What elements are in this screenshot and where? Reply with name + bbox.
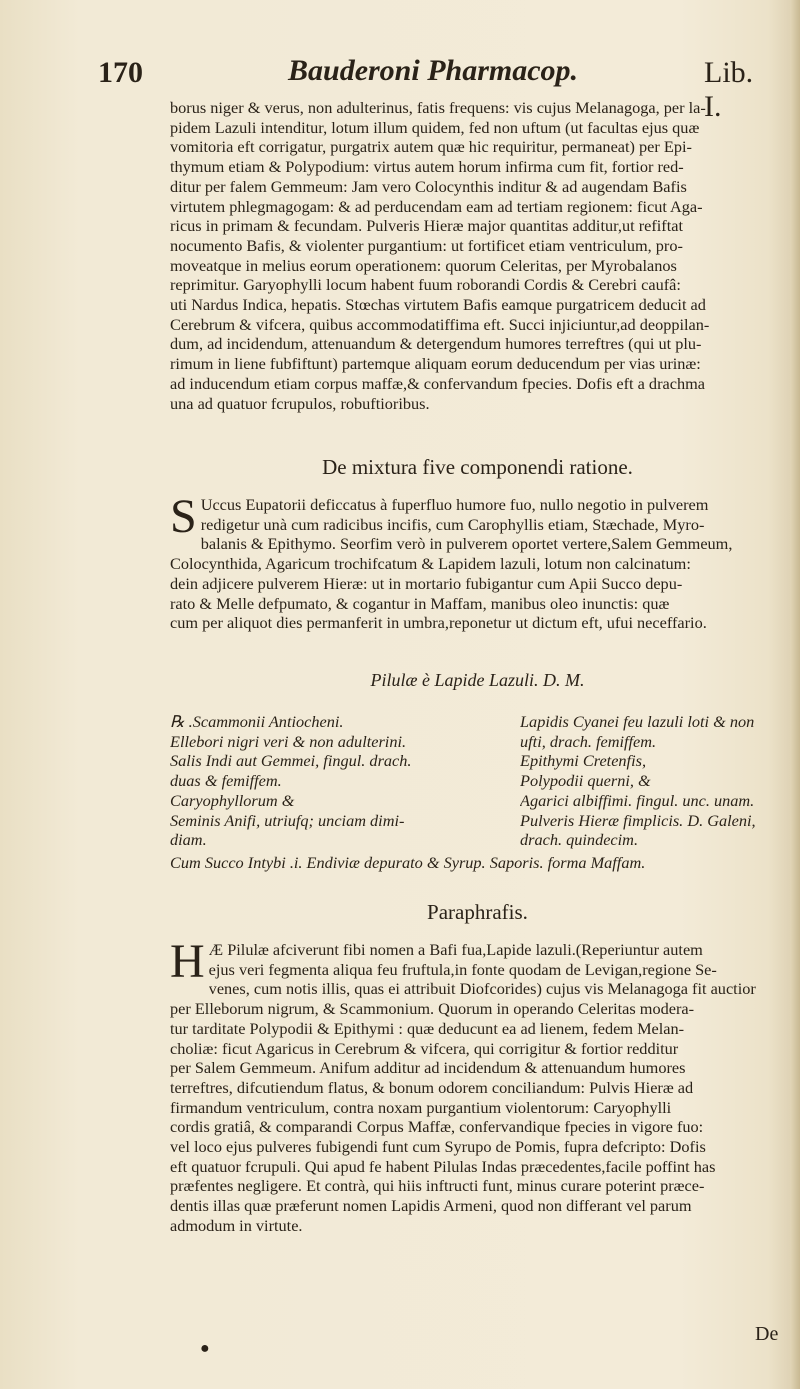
text-line: borus niger & verus, non adulterinus, fatis frequens: vis cujus Melanagoga, per la- bbox=[170, 98, 706, 117]
section-heading-pilulae: Pilulæ è Lapide Lazuli. D. M. bbox=[370, 670, 585, 690]
text-line: reprimitur. Garyophylli locum habent fuum roborandi Cordis & Cerebri caufâ: bbox=[170, 275, 681, 295]
recipe-line: Salis Indi aut Gemmei, fingul. drach. bbox=[170, 751, 412, 771]
text-line: dum, ad incidendum, attenuandum & detergendum humores terreftres (qui ut plu- bbox=[170, 334, 702, 354]
recipe-line: Epithymi Cretenfis, bbox=[520, 751, 647, 771]
book-label: Lib. I. bbox=[704, 56, 754, 123]
text-line: moveatque in melius eorum operationem: quorum Celeritas, per Myrobalanos bbox=[170, 255, 677, 275]
drop-cap: H bbox=[170, 935, 205, 988]
page-number: 170 bbox=[98, 56, 143, 89]
section-heading-mixtura: De mixtura five componendi ratione. bbox=[322, 455, 633, 479]
text-line: per Elleborum nigrum, & Scammonium. Quorum in operando Celeritas modera- bbox=[170, 999, 695, 1019]
recipe-right-column bbox=[520, 712, 790, 850]
text-line: Æ Pilulæ afciverunt fibi nomen a Bafi fua,Lapide lazuli.(Reperiuntur autem bbox=[208, 940, 703, 959]
recipe-line: drach. quindecim. bbox=[520, 830, 639, 850]
text-line: præfentes negligere. Et contrà, qui hiis inftructi funt, minus curare poterint præce- bbox=[170, 1176, 705, 1196]
section-text-paraphrasis bbox=[170, 935, 785, 1236]
text-line: thymum etiam & Polypodium: virtus autem horum infirma cum fit, fortior red- bbox=[170, 157, 684, 177]
text-line: Uccus Eupatorii deficcatus à fuperfluo humore fuo, nullo negotio in pulverem bbox=[200, 495, 709, 514]
text-line: dein adjicere pulverem Hieræ: ut in mortario fubigantur cum Apii Succo depu- bbox=[170, 573, 683, 593]
section-heading-paraphrasis: Paraphrafis. bbox=[427, 900, 528, 924]
text-line: admodum in virtute. bbox=[170, 1215, 303, 1235]
text-line: ricus in primam & fecundam. Pulveris Hieræ major quantitas additur,ut refiftat bbox=[170, 216, 683, 236]
text-line: per Salem Gemmeum. Anifum additur ad incidendum & attenuandum humores bbox=[170, 1058, 686, 1078]
text-line: uti Nardus Indica, hepatis. Stœchas virtutem Bafis eamque purgatricem deducit ad bbox=[170, 295, 706, 315]
text-line: nocumento Bafis, & violenter purgantium: ut fortificet etiam ventriculum, pro- bbox=[170, 235, 683, 255]
page-edge bbox=[790, 0, 800, 1389]
text-line: rato & Melle defpumato, & cogantur in Maffam, manibus oleo inunctis: quæ bbox=[170, 593, 670, 613]
recipe-line: Polypodii querni, & bbox=[520, 771, 651, 791]
section-text-1 bbox=[170, 98, 785, 413]
recipe-line: Caryophyllorum & bbox=[170, 790, 295, 810]
text-line: ad inducendum etiam corpus maffæ,& confervandum fpecies. Dofis eft a drachma bbox=[170, 373, 705, 393]
text-line: dentis illas quæ præferunt nomen Lapidis Armeni, quod non differant vel parum bbox=[170, 1196, 692, 1216]
text-line: Colocynthida, Agaricum trochifcatum & Lapidem lazuli, lotum non calcinatum: bbox=[170, 554, 691, 574]
recipe-line: ufti, drach. femiffem. bbox=[520, 731, 657, 751]
text-line: rimum in liene fubfiftunt) partemque aliquam eorum deducendum per vias urinæ: bbox=[170, 354, 701, 374]
text-line: balanis & Epithymo. Seorfim verò in pulverem oportet vertere,Salem Gemmeum, bbox=[200, 534, 733, 554]
text-line: ditur per falem Gemmeum: Jam vero Colocynthis inditur & ad augendam Bafis bbox=[170, 176, 687, 196]
text-line: choliæ: ficut Agaricus in Cerebrum & vifcera, qui corrigitur & fortior redditur bbox=[170, 1038, 679, 1058]
section-text-mixtura bbox=[170, 490, 785, 633]
text-line: pidem Lazuli intenditur, lotum illum quidem, fed non uftum (ut facultas ejus quæ bbox=[170, 117, 700, 137]
text-line: venes, cum notis illis, quas ei attribuit Diofcorides) cujus vis Melanagoga fit auctior bbox=[208, 979, 756, 999]
recipe-line: Agarici albiffimi. fingul. unc. unam. bbox=[520, 790, 755, 810]
running-title: Bauderoni Pharmacop. bbox=[288, 54, 579, 87]
text-line: firmandum ventriculum, contra noxam purgantium violentorum: Caryophylli bbox=[170, 1097, 672, 1117]
text-line: redigetur unà cum radicibus incifis, cum Carophyllis etiam, Stæchade, Myro- bbox=[200, 514, 705, 534]
text-line: Cerebrum & vifcera, quibus accommodatiffima eft. Succi injiciuntur,ad deoppilan- bbox=[170, 314, 710, 334]
text-line: eft quatuor fcrupuli. Qui apud fe habent Pilulas Indas præcedentes,facile poffint has bbox=[170, 1156, 716, 1176]
text-line: terreftres, difcutiendum flatus, & bonum odorem conciliandum: Pulvis Hieræ ad bbox=[170, 1077, 694, 1097]
text-line: virtutem phlegmagogam: & ad perducendam eam ad tertiam regionem: ficut Aga- bbox=[170, 196, 703, 216]
recipe-line: diam. bbox=[170, 830, 207, 850]
text-line: vel loco ejus pulveres fubigendi funt cum Syrupo de Pomis, fupra defcripto: Dofis bbox=[170, 1137, 706, 1157]
recipe-line: ℞ .Scammonii Antiocheni. bbox=[170, 712, 344, 731]
recipe-conclusion: Cum Succo Intybi .i. Endiviæ depurato & Syrup. Saporis. forma Maffam. bbox=[170, 853, 646, 872]
recipe-line: Ellebori nigri veri & non adulterini. bbox=[170, 731, 407, 751]
text-line: vomitoria eft corrigatur, purgatrix autem quæ hic requiritur, permaneat) per Epi- bbox=[170, 137, 692, 157]
recipe-left-column bbox=[170, 712, 500, 850]
recipe-line: Lapidis Cyanei feu lazuli loti & non bbox=[520, 712, 755, 731]
text-line: cum per aliquot dies permanferit in umbra,reponetur ut dictum eft, ufui neceffario. bbox=[170, 613, 707, 633]
recipe-line: Pulveris Hieræ fimplicis. D. Galeni, bbox=[520, 810, 756, 830]
recipe-line: duas & femiffem. bbox=[170, 771, 282, 791]
drop-cap: S bbox=[170, 490, 197, 543]
text-line: cordis gratiâ, & comparandi Corpus Maffæ, confervandique fpecies in vigore fuo: bbox=[170, 1117, 704, 1137]
text-line: ejus veri fegmenta aliqua feu fruftula,in fonte quodam de Levigan,regione Se- bbox=[208, 959, 717, 979]
text-line: una ad quatuor fcrupulos, robuftioribus. bbox=[170, 393, 430, 413]
catchword: De bbox=[755, 1323, 779, 1345]
recipe-line: Seminis Anifi, utriufq; unciam dimi- bbox=[170, 810, 405, 830]
ink-blot: ● bbox=[200, 1340, 210, 1357]
text-line: tur tarditate Polypodii & Epithymi : quæ deducunt ea ad lienem, fedem Melan- bbox=[170, 1018, 685, 1038]
